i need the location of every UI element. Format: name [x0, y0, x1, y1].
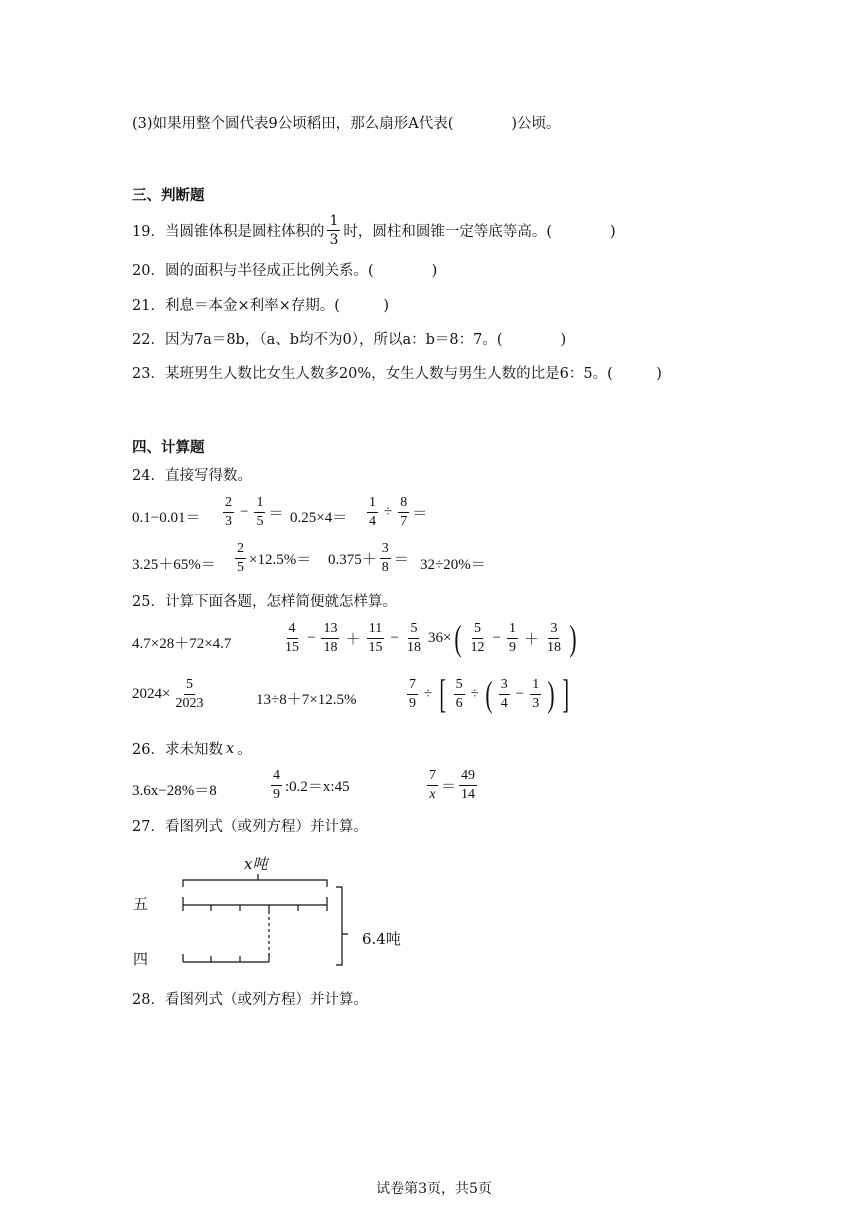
- q24-c-text: 0.25×4＝: [290, 510, 348, 526]
- fraction: [405, 622, 423, 655]
- right-paren: ): [569, 618, 577, 658]
- right-bracket: ]: [562, 671, 570, 716]
- fraction: [545, 622, 563, 655]
- numerator: 7: [407, 678, 418, 695]
- row2-segment: [183, 954, 269, 962]
- diagram-row2-label: 四: [133, 950, 149, 968]
- numerator: 5: [184, 678, 195, 695]
- q25-e-text: 13÷8＋7×12.5%: [256, 692, 357, 708]
- q26-a-text: 3.6x−28%＝8: [132, 783, 217, 799]
- q19-frac-numerator: 1: [329, 213, 339, 229]
- fraction: [321, 622, 339, 655]
- denominator: 5: [256, 514, 264, 529]
- denominator: 18: [546, 639, 561, 655]
- left-bracket: [: [439, 671, 447, 716]
- denominator: 6: [455, 695, 463, 711]
- numerator: 1: [530, 678, 541, 695]
- numerator: 4: [271, 769, 282, 786]
- q28: 28．看图列式（或列方程）并计算。: [132, 992, 368, 1008]
- q24-d: [364, 496, 427, 529]
- fraction: [283, 622, 301, 655]
- q27: 27．看图列式（或列方程）并计算。: [132, 819, 368, 835]
- q25-f: [404, 671, 574, 716]
- q24-c: [290, 506, 347, 527]
- q25-a-text: 4.7×28＋72×4.7: [132, 636, 232, 652]
- denominator: 12: [470, 639, 485, 655]
- denominator: 15: [368, 640, 383, 655]
- q26-prefix: 26．求未知数: [132, 742, 223, 758]
- section4-title: 四、计算题: [132, 440, 205, 456]
- right-brace: [336, 887, 348, 965]
- q26-variable: x: [225, 740, 235, 757]
- q24-b: [220, 496, 283, 529]
- left-paren: (: [485, 674, 493, 714]
- numerator: 13: [321, 622, 339, 639]
- row1-segment: [183, 897, 327, 911]
- denominator: 14: [461, 787, 476, 802]
- q23: 23．某班男生人数比女生人数多20%，女生人数与男生人数的比是6：5。( ): [132, 366, 662, 382]
- operator: ÷: [470, 685, 479, 702]
- q25-e: [256, 688, 356, 709]
- fraction: [398, 496, 409, 529]
- operator: ÷: [424, 685, 433, 702]
- q20: 20．圆的面积与半径成正比例关系。( ): [132, 263, 438, 279]
- q24-a: [132, 506, 200, 527]
- fraction: [407, 678, 418, 711]
- q25-c-pre: 36×: [428, 629, 452, 646]
- q25: 25．计算下面各题，怎样简便就怎样算。: [132, 594, 397, 610]
- numerator: 5: [408, 622, 419, 639]
- fraction: [468, 622, 486, 655]
- denominator: 18: [406, 640, 421, 655]
- numerator: 4: [287, 622, 298, 639]
- operator: ＋: [345, 632, 361, 648]
- operator: −: [240, 504, 249, 520]
- numerator: 8: [398, 496, 409, 513]
- operator: −: [390, 630, 399, 646]
- numerator: 3: [499, 678, 510, 695]
- q24-e-text: 3.25＋65%＝: [132, 557, 216, 573]
- q19: [132, 214, 616, 247]
- denominator: 9: [508, 639, 516, 655]
- numerator: 1: [254, 496, 265, 513]
- fraction: [271, 769, 282, 802]
- q26-c: [424, 769, 480, 802]
- q24-h-text: 32÷20%＝: [420, 557, 486, 573]
- left-paren: (: [454, 618, 463, 658]
- q18-part3: (3)如果用整个圆代表9公顷稻田，那么扇形A代表( )公顷。: [132, 116, 561, 132]
- q25-c: [428, 620, 580, 656]
- numerator: 3: [380, 542, 391, 559]
- q24-f: [232, 542, 311, 575]
- top-brace: [183, 874, 327, 887]
- q19-prefix: 19．当圆锥体积是圆柱体积的: [132, 224, 325, 240]
- numerator: 3: [548, 622, 559, 639]
- q26-b: [268, 769, 350, 802]
- fraction: [499, 678, 510, 711]
- fraction: [223, 496, 234, 529]
- equals: ＝: [268, 506, 284, 522]
- q24-g: [328, 542, 409, 575]
- fraction: [530, 678, 541, 711]
- operator: −: [515, 685, 525, 702]
- denominator: 3: [225, 514, 232, 529]
- q19-frac-denominator: 3: [329, 232, 339, 248]
- fraction: [367, 496, 378, 529]
- denominator: 7: [400, 514, 408, 529]
- fraction: [454, 678, 465, 711]
- q26-b-rest: :0.2＝x:45: [285, 779, 350, 795]
- right-paren: ): [547, 674, 555, 714]
- numerator: 49: [459, 769, 477, 786]
- q25-a: [132, 632, 231, 653]
- q19-fraction: [327, 214, 340, 247]
- numerator: 11: [367, 622, 384, 639]
- section3-title: 三、判断题: [132, 188, 205, 204]
- denominator: 18: [323, 640, 338, 655]
- q24-a-text: 0.1−0.01＝: [132, 510, 201, 526]
- fraction: [173, 678, 205, 711]
- denominator: 9: [409, 695, 416, 711]
- diagram-row1-label: 五: [133, 895, 149, 913]
- numerator: 5: [472, 622, 483, 639]
- q22: 22．因为7a＝8b，（a、b均不为0），所以a：b＝8：7。( ): [132, 332, 567, 348]
- fraction: [366, 622, 384, 655]
- denominator: 2023: [175, 696, 204, 711]
- numerator: 2: [235, 542, 246, 559]
- q24-f-rest: ×12.5%＝: [249, 552, 312, 568]
- numerator: 7: [427, 769, 438, 786]
- fraction: [427, 769, 438, 802]
- q25-b: [280, 622, 426, 655]
- fraction: [380, 542, 391, 575]
- q24-g-pre: 0.375＋: [328, 552, 377, 568]
- denominator: 3: [532, 695, 540, 711]
- operator: −: [307, 630, 316, 646]
- q26-a: [132, 779, 217, 800]
- q24-e: [132, 553, 216, 574]
- equals: ＝: [441, 779, 457, 795]
- denominator: 15: [285, 640, 299, 655]
- denominator: 5: [237, 560, 244, 575]
- q25-c-inner: [465, 622, 565, 655]
- denominator: 8: [381, 560, 389, 575]
- q25-d: [132, 678, 208, 711]
- operator: −: [492, 629, 501, 646]
- numerator: 2: [223, 496, 234, 513]
- fraction: [254, 496, 265, 529]
- q26-suffix: 。: [237, 742, 252, 758]
- q25-d-pre: 2024×: [132, 686, 171, 702]
- numerator: 1: [367, 496, 378, 513]
- denominator: x: [429, 787, 436, 802]
- fraction: [459, 769, 477, 802]
- q24-h: [420, 553, 486, 574]
- denominator: 9: [273, 787, 280, 802]
- equals: ＝: [412, 506, 428, 522]
- denominator: 4: [500, 695, 508, 711]
- page-footer: 试卷第3页，共5页: [376, 1181, 492, 1197]
- equals: ＝: [393, 552, 409, 568]
- numerator: 1: [507, 622, 518, 639]
- numerator: 5: [454, 678, 465, 695]
- fraction: [235, 542, 246, 575]
- diagram-top-label: [244, 853, 267, 874]
- operator: ＋: [523, 631, 539, 648]
- q26: [132, 738, 252, 759]
- q21: 21．利息＝本金×利率×存期。( ): [132, 298, 390, 314]
- denominator: 4: [369, 514, 376, 529]
- operator: ÷: [384, 504, 393, 520]
- q19-suffix: 时，圆柱和圆锥一定等底等高。( ): [343, 224, 616, 240]
- diagram-top-label-text: x吨: [244, 855, 268, 873]
- fraction: [507, 622, 518, 655]
- diagram-total-label: 6.4吨: [362, 930, 401, 948]
- q24: 24．直接写得数。: [132, 468, 252, 484]
